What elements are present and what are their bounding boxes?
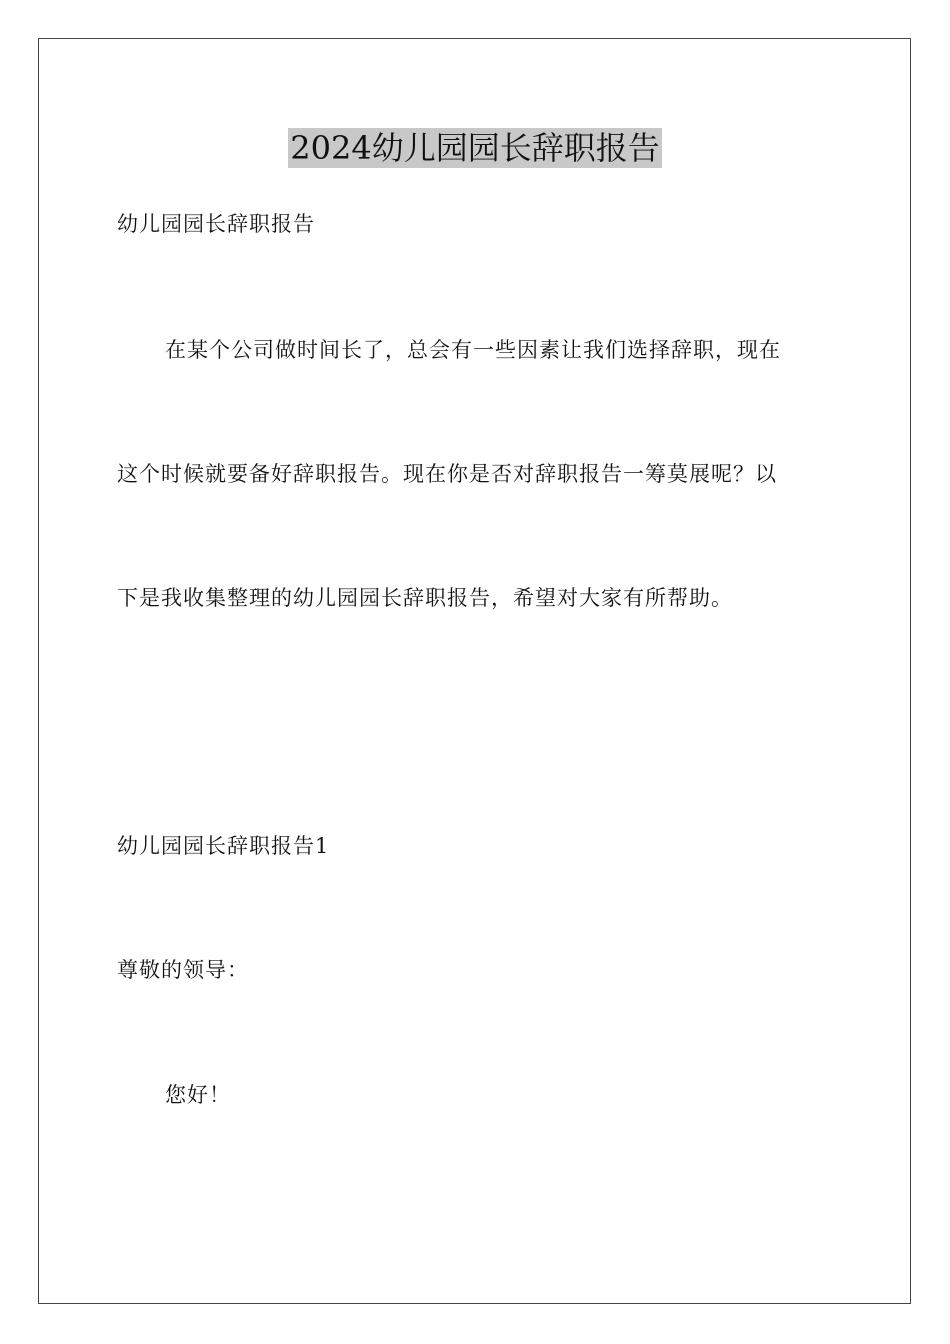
section-heading: 幼儿园园长辞职报告1 — [117, 834, 330, 858]
intro-line-3: 下是我收集整理的幼儿园园长辞职报告，希望对大家有所帮助。 — [117, 586, 733, 610]
document-title: 2024幼儿园园长辞职报告 — [290, 129, 660, 167]
salutation: 尊敬的领导： — [117, 958, 249, 982]
document-subtitle: 幼儿园园长辞职报告 — [117, 212, 315, 236]
intro-line-1: 在某个公司做时间长了，总会有一些因素让我们选择辞职，现在 — [165, 338, 781, 362]
title-container — [0, 128, 950, 168]
greeting: 您好！ — [165, 1083, 231, 1107]
intro-line-2: 这个时候就要备好辞职报告。现在你是否对辞职报告一筹莫展呢？以 — [117, 462, 777, 486]
